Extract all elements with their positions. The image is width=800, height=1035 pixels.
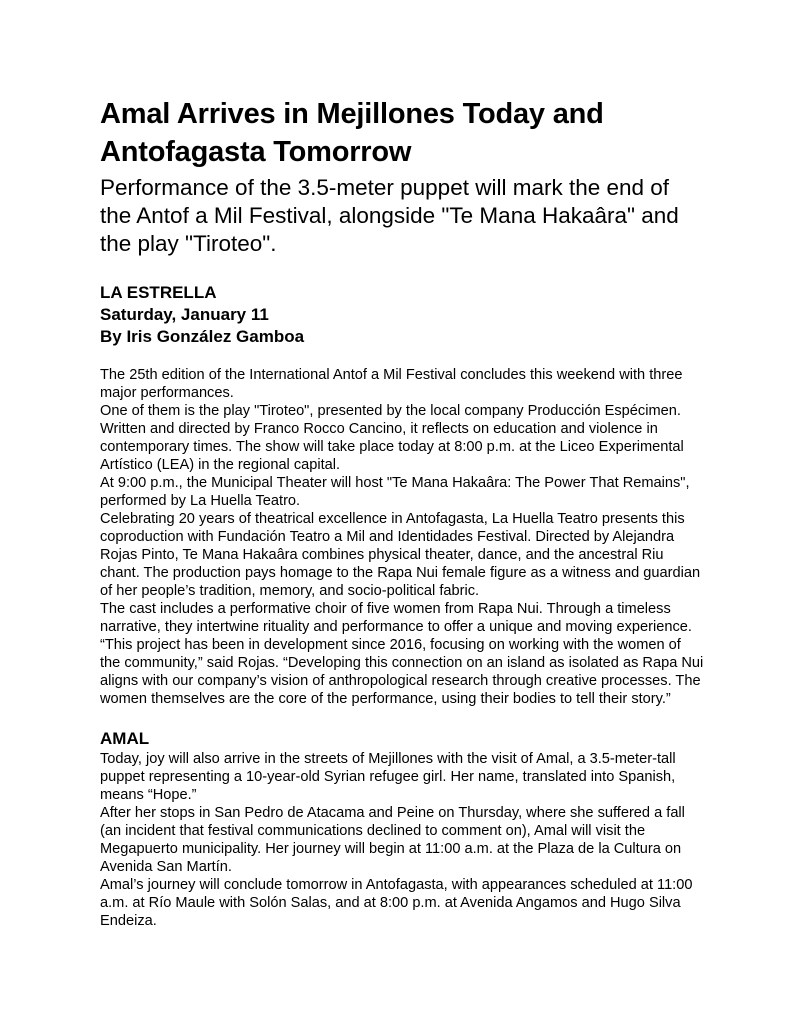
subheadline: Performance of the 3.5-meter puppet will mark the end of the Antof a Mil Festival, alongside "Te Mana Hakaâra" and the play "Tiroteo". — [100, 175, 679, 256]
paragraph: After her stops in San Pedro de Atacama and Peine on Thursday, where she suffered a fall (an incident that festival communications declined to comment on), Amal will visit the Megapuerto municipality. Her journey will begin at 11:00 a.m. at the Plaza de la Cultura on Avenida San Martín. — [100, 805, 685, 875]
paragraph: “This project has been in development since 2016, focusing on working with the women of the community,” said Rojas. “Developing this connection on an island as isolated as Rapa Nui aligns with our company’s vision of anthropological research through creative processes. The women themselves are the core of the performance, using their bodies to tell their story.” — [100, 637, 704, 707]
publication-date: Saturday, January 11 — [100, 305, 269, 324]
paragraph: At 9:00 p.m., the Municipal Theater will host "Te Mana Hakaâra: The Power That Remains", performed by La Huella Teatro. — [100, 475, 690, 509]
paragraph: Today, joy will also arrive in the streets of Mejillones with the visit of Amal, a 3.5-meter-tall puppet representing a 10-year-old Syrian refugee girl. Her name, translated into Spanish, means “Hope.” — [100, 751, 676, 803]
paragraph: Amal’s journey will conclude tomorrow in Antofagasta, with appearances scheduled at 11:00 a.m. at Río Maule with Solón Salas, and at 8:00 p.m. at Avenida Angamos and Hugo Silva Endeiza. — [100, 877, 693, 929]
paragraph: Celebrating 20 years of theatrical excellence in Antofagasta, La Huella Teatro presents this coproduction with Fundación Teatro a Mil and Identidades Festival. Directed by Alejandra Rojas Pinto, Te Mana Hakaâra combines physical theater, dance, and the ancestral Riu chant. The production pays homage to the Rapa Nui female figure as a witness and guardian of her people’s tradition, memory, and socio-political fabric. — [100, 511, 701, 599]
source-name: LA ESTRELLA — [100, 283, 217, 302]
section-body-amal — [100, 750, 704, 930]
article — [100, 95, 704, 930]
paragraph: The 25th edition of the International Antof a Mil Festival concludes this weekend with three major performances. — [100, 367, 683, 401]
headline: Amal Arrives in Mejillones Today and Antofagasta Tomorrow — [100, 98, 604, 168]
byline: By Iris González Gamboa — [100, 327, 305, 346]
paragraph: One of them is the play "Tiroteo", presented by the local company Producción Espécimen. Written and directed by Franco Rocco Cancino, it reflects on education and violence in contemporary times. The show will take place today at 8:00 p.m. at the Liceo Experimental Artístico (LEA) in the regional capital. — [100, 403, 684, 473]
paragraph: The cast includes a performative choir of five women from Rapa Nui. Through a timeless narrative, they intertwine rituality and performance to offer a unique and moving experience. — [100, 601, 692, 635]
article-meta — [100, 282, 704, 348]
section-title-amal: AMAL — [100, 729, 150, 748]
article-body — [100, 366, 704, 708]
